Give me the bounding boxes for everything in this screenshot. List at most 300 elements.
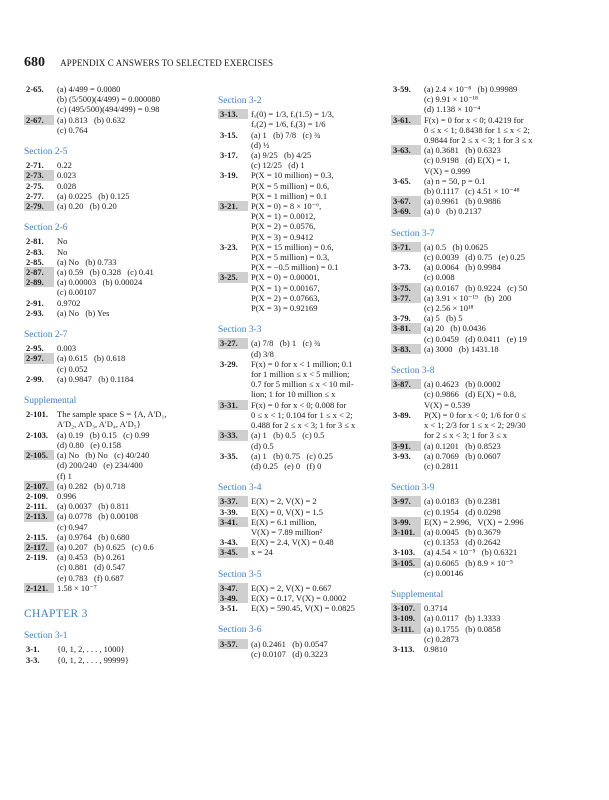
answer-line: (a) 0.813 (b) 0.632	[57, 114, 126, 125]
answer-entry	[391, 84, 581, 115]
answer-text	[421, 344, 581, 354]
answer-line: (a) 3000 (b) 1431.18	[424, 343, 499, 354]
answer-line: P(X = 1) = 0.00167,	[251, 282, 320, 293]
exercise-number: 3-93.	[393, 450, 411, 461]
answer-entry	[218, 517, 388, 537]
answer-line: 0.22	[57, 160, 72, 171]
answer-text	[248, 400, 388, 431]
section-heading: Section 3-1	[24, 631, 68, 642]
answer-entry	[24, 277, 209, 297]
answer-line: (a) 0.0778 (b) 0.00108	[57, 511, 138, 522]
section-heading: Section 2-6	[24, 223, 68, 234]
answer-text	[421, 547, 581, 557]
answer-entry	[391, 603, 581, 613]
exercise-number: 2-113.	[24, 511, 54, 521]
answer-line: (d) 0.80 (e) 0.158	[57, 439, 121, 450]
answer-entry	[24, 308, 209, 318]
exercise-number: 2-115.	[26, 531, 48, 542]
exercise-number: 3-1.	[26, 644, 40, 655]
answer-line: (d) 0.25 (e) 0 (f) 0	[251, 460, 322, 471]
answer-entry	[391, 196, 581, 206]
answer-entry	[24, 298, 209, 308]
answer-line: (a) No (b) No (c) 40/240	[57, 450, 150, 461]
exercise-number: 3-63.	[391, 145, 421, 155]
answer-entry	[24, 644, 209, 654]
answer-entry	[24, 409, 209, 429]
answer-text	[248, 517, 388, 537]
answer-text	[54, 532, 209, 542]
answer-entry	[218, 583, 388, 593]
answer-text	[421, 496, 581, 516]
exercise-number: 3-45.	[218, 547, 248, 557]
answer-line: P(X = 0) = 8 × 10⁻⁶,	[251, 201, 322, 212]
answer-line: (a) 0.19 (b) 0.15 (c) 0.99	[57, 429, 150, 440]
answer-entry	[218, 338, 388, 358]
answer-line: (c) 0.0107 (d) 0.3223	[251, 648, 328, 659]
answer-line: (c) (495/500)(494/499) = 0.98	[57, 104, 160, 115]
answer-text	[54, 84, 209, 115]
exercise-number: 3-79.	[393, 313, 411, 324]
exercise-number: 2-99.	[26, 373, 44, 384]
answer-line: E(X) = 2, V(X) = 0.667	[251, 582, 332, 593]
answer-entry	[24, 343, 209, 353]
exercise-number: 3-31.	[218, 400, 248, 410]
answer-text	[248, 150, 388, 170]
answer-text	[421, 379, 581, 410]
answer-text	[248, 639, 388, 659]
exercise-number: 3-111.	[391, 624, 421, 634]
answer-text	[248, 170, 388, 201]
answer-line: {0, 1, 2, . . . , 1000}	[57, 644, 125, 655]
answer-line: 0.9702	[57, 297, 81, 308]
exercise-number: 3-73.	[393, 262, 411, 273]
answer-line: (c) 0.00107	[57, 287, 97, 298]
answer-entry	[24, 201, 209, 211]
answer-line: (c) 0.881 (d) 0.547	[57, 562, 126, 573]
exercise-number: 3-37.	[218, 496, 248, 506]
exercise-number: 3-105.	[391, 558, 421, 568]
answer-text	[54, 655, 209, 665]
answer-line: (a) 0.5 (b) 0.0625	[424, 241, 488, 252]
answer-text	[248, 130, 388, 150]
answer-line: V(X) = 0.539	[424, 399, 471, 410]
section-heading: Section 3-7	[391, 228, 435, 239]
answer-line: (a) 0.6065 (b) 8.9 × 10⁻⁵	[424, 557, 513, 568]
page-number: 680	[24, 55, 45, 70]
answer-line: (a) n = 50, p = 0.1	[424, 175, 486, 186]
exercise-number: 2-105.	[24, 450, 54, 460]
answer-line: P(X = 3) = 0.92169	[251, 303, 318, 314]
answer-text	[248, 451, 388, 471]
answer-line: E(X) = 0, V(X) = 1.5	[251, 506, 323, 517]
answer-entry	[391, 242, 581, 262]
answer-line: No	[57, 246, 68, 257]
answer-line: P(X) = 0 for x < 0; 1/6 for 0 ≤	[424, 409, 527, 420]
answer-entry	[391, 176, 581, 196]
answer-entry	[391, 344, 581, 354]
answer-entry	[24, 267, 209, 277]
answer-entry	[218, 400, 388, 431]
answer-line: (a) 20 (b) 0.0436	[424, 323, 486, 334]
answer-line: No	[57, 236, 68, 247]
answer-line: (a) 9/25 (b) 4/25	[251, 150, 312, 161]
running-title: APPENDIX C ANSWERS TO SELECTED EXERCISES	[60, 58, 274, 68]
answer-entry	[24, 160, 209, 170]
exercise-number: 2-107.	[24, 481, 54, 491]
answer-text	[54, 181, 209, 191]
answer-text	[54, 552, 209, 583]
exercise-number: 3-61.	[391, 115, 421, 125]
answer-line: P(X = 15 million) = 0.6,	[251, 241, 334, 252]
answer-text	[421, 517, 581, 527]
answer-text	[54, 115, 209, 135]
answer-entry	[24, 542, 209, 552]
answer-entry	[24, 511, 209, 531]
answer-text	[248, 537, 388, 547]
exercise-number: 2-89.	[24, 277, 54, 287]
answer-line: for 2 ≤ x < 3; 1 for 3 ≤ x	[424, 430, 508, 441]
answer-line: P(X = 3) = 0.9412	[251, 231, 314, 242]
answer-entry	[24, 501, 209, 511]
answer-text	[54, 501, 209, 511]
answer-line: 0.488 for 2 ≤ x < 3; 1 for 3 ≤ x	[251, 420, 356, 431]
exercise-number: 3-21.	[218, 201, 248, 211]
answer-text	[248, 583, 388, 593]
exercise-number: 3-59.	[393, 84, 411, 94]
exercise-number: 2-109.	[26, 490, 48, 501]
answer-text	[421, 558, 581, 578]
answer-line: (a) 0.2461 (b) 0.0547	[251, 638, 328, 649]
answer-text	[54, 511, 209, 531]
answer-entry	[391, 283, 581, 293]
exercise-number: 3-97.	[391, 496, 421, 506]
answer-entry	[391, 206, 581, 216]
answer-entry	[218, 430, 388, 450]
answer-text	[421, 410, 581, 441]
answer-entry	[218, 272, 388, 313]
answer-line: (c) 0.9866 (d) E(X) = 0.8,	[424, 389, 517, 400]
answer-line: 0.996	[57, 490, 77, 501]
answer-line: 0 ≤ x < 1; 0.8438 for 1 ≤ x < 2;	[424, 124, 530, 135]
exercise-number: 3-13.	[218, 109, 248, 119]
answer-line: (a) 0.20 (b) 0.20	[57, 201, 117, 212]
exercise-number: 3-47.	[218, 583, 248, 593]
answer-line: (a) 0.207 (b) 0.625 (c) 0.6	[57, 541, 154, 552]
exercise-number: 3-83.	[391, 344, 421, 354]
answer-text	[248, 593, 388, 603]
answer-line: (a) 0.4623 (b) 0.0002	[424, 379, 501, 390]
answer-text	[54, 277, 209, 297]
answer-text	[421, 196, 581, 206]
answer-line: (a) 4/499 = 0.0080	[57, 84, 121, 94]
exercise-number: 3-35.	[220, 450, 238, 461]
answer-column-1	[24, 84, 209, 665]
answer-entry	[24, 430, 209, 450]
answer-entry	[24, 247, 209, 257]
answer-line: 0.9844 for 2 ≤ x < 3; 1 for 3 ≤ x	[424, 135, 533, 146]
answer-text	[54, 267, 209, 277]
answer-entry	[24, 655, 209, 665]
exercise-number: 3-101.	[391, 527, 421, 537]
exercise-number: 3-27.	[218, 338, 248, 348]
page-header	[24, 55, 273, 71]
answer-entry	[391, 115, 581, 146]
answer-entry	[24, 115, 209, 135]
answer-line: (d) 3/8	[251, 348, 274, 359]
exercise-number: 3-25.	[218, 272, 248, 282]
answer-text	[54, 481, 209, 491]
answer-line: (a) 4.54 × 10⁻⁵ (b) 0.6321	[424, 547, 518, 558]
answer-line: (a) 3.91 × 10⁻¹⁹ (b) 200	[424, 292, 512, 303]
exercise-number: 2-77.	[26, 190, 44, 201]
answer-line: (a) No (b) Yes	[57, 307, 110, 318]
answer-line: (d) ½	[251, 139, 270, 150]
exercise-number: 2-103.	[26, 429, 48, 440]
answer-line: E(X) = 590.45, V(X) = 0.0825	[251, 603, 355, 614]
exercise-number: 3-41.	[218, 517, 248, 527]
section-heading: Section 2-5	[24, 147, 68, 158]
answer-line: (a) No (b) 0.733	[57, 256, 117, 267]
answer-text	[54, 247, 209, 257]
answer-line: P(X = −0.5 million) = 0.1	[251, 262, 339, 273]
exercise-number: 2-93.	[26, 307, 44, 318]
exercise-number: 3-113.	[393, 643, 415, 654]
answer-line: P(X = 2) = 0.0576,	[251, 221, 316, 232]
answer-line: (f) 1	[57, 470, 72, 481]
answer-text	[421, 527, 581, 547]
exercise-number: 3-3.	[26, 654, 40, 665]
answer-line: P(X = 5 million) = 0.6,	[251, 180, 330, 191]
answer-line: (d) 1.138 × 10⁻⁴	[424, 104, 481, 115]
exercise-number: 2-95.	[26, 343, 44, 354]
answer-line: (a) 0.00003 (b) 0.00024	[57, 277, 143, 288]
answer-entry	[391, 145, 581, 176]
answer-column-2	[218, 84, 388, 659]
exercise-number: 3-39.	[220, 506, 238, 517]
answer-text	[421, 206, 581, 216]
answer-text	[421, 613, 581, 623]
answer-text	[54, 374, 209, 384]
exercise-number: 2-117.	[24, 542, 54, 552]
answer-line: {0, 1, 2, . . . , 99999}	[57, 654, 129, 665]
exercise-number: 3-69.	[391, 206, 421, 216]
exercise-number: 2-87.	[24, 267, 54, 277]
answer-entry	[24, 583, 209, 593]
answer-entry	[391, 613, 581, 623]
exercise-number: 3-23.	[220, 241, 238, 252]
answer-line: fₓ(0) = 1/3, fₓ(1.5) = 1/3,	[251, 109, 334, 120]
answer-line: (a) 0.0167 (b) 0.9224 (c) 50	[424, 282, 528, 293]
section-heading: Section 3-5	[218, 569, 262, 580]
answer-text	[54, 430, 209, 450]
answer-entry	[391, 441, 581, 451]
answer-text	[421, 84, 581, 115]
answer-entry	[24, 191, 209, 201]
answer-entry	[24, 450, 209, 481]
answer-line: (c) 0.052	[57, 363, 88, 374]
answer-line: (b) (5/500)(4/499) = 0.000080	[57, 94, 161, 105]
answer-line: P(X = 1) = 0.0012,	[251, 211, 316, 222]
answer-line: (c) 0.00146	[424, 567, 464, 578]
answer-line: (a) 0.0037 (b) 0.811	[57, 501, 130, 512]
answer-entry	[391, 644, 581, 654]
answer-line: (a) 0.59 (b) 0.328 (c) 0.41	[57, 267, 154, 278]
answer-text	[54, 257, 209, 267]
answer-entry	[218, 242, 388, 273]
answer-entry	[218, 537, 388, 547]
answer-text	[421, 145, 581, 176]
answer-line: (a) 0.0117 (b) 1.3333	[424, 613, 501, 624]
section-heading: Section 3-6	[218, 625, 262, 636]
exercise-number: 2-97.	[24, 353, 54, 363]
answer-line: (a) 0.282 (b) 0.718	[57, 480, 126, 491]
answer-line: 0.9810	[424, 643, 448, 654]
answer-entry	[218, 130, 388, 150]
answer-text	[421, 624, 581, 644]
answer-text	[54, 201, 209, 211]
exercise-number: 2-75.	[26, 180, 44, 191]
chapter-heading: CHAPTER 3	[24, 607, 88, 620]
exercise-number: 3-29.	[220, 358, 238, 369]
answer-entry	[218, 547, 388, 557]
answer-text	[54, 170, 209, 180]
answer-text	[421, 293, 581, 313]
answer-entry	[391, 624, 581, 644]
answer-entry	[24, 84, 209, 115]
answer-line: (c) 0.0039 (d) 0.75 (e) 0.25	[424, 252, 526, 263]
section-heading: Supplemental	[391, 589, 444, 600]
answer-line: (a) 5 (b) 5	[424, 313, 463, 324]
exercise-number: 2-79.	[24, 201, 54, 211]
answer-line: (a) 0.1755 (b) 0.0858	[424, 623, 501, 634]
answer-line: (c) 0.1954 (d) 0.0298	[424, 506, 501, 517]
answer-entry	[391, 496, 581, 516]
exercise-number: 3-107.	[391, 603, 421, 613]
answer-line: E(X) = 0.17, V(X) = 0.0002	[251, 592, 347, 603]
answer-line: P(X = 1 million) = 0.1	[251, 190, 328, 201]
exercise-number: 3-99.	[391, 517, 421, 527]
answer-text	[54, 491, 209, 501]
answer-line: F(x) = 0 for x < 0; 0.008 for	[251, 399, 347, 410]
answer-entry	[24, 481, 209, 491]
answer-line: A′D₂, A′D₃, A′D₄, A′D₅}	[57, 419, 141, 430]
answer-entry	[24, 491, 209, 501]
section-heading: Supplemental	[24, 396, 77, 407]
answer-line: (a) 0.0045 (b) 0.3679	[424, 526, 501, 537]
exercise-number: 3-65.	[393, 175, 411, 186]
exercise-number: 3-109.	[391, 613, 421, 623]
answer-text	[421, 283, 581, 293]
answer-line: (c) 2.56 × 10¹⁸	[424, 303, 474, 314]
answer-line: lion; 1 for 10 million ≤ x	[251, 389, 336, 400]
exercise-number: 3-75.	[391, 283, 421, 293]
answer-line: (e) 0.783 (f) 0.687	[57, 572, 124, 583]
answer-entry	[24, 552, 209, 583]
answer-line: x = 24	[251, 547, 273, 558]
answer-entry	[218, 603, 388, 613]
answer-line: (a) 1 (b) 0.5 (c) 0.5	[251, 430, 325, 441]
answer-line: P(X = 5 million) = 0.3,	[251, 252, 330, 263]
answer-line: P(X = 10 million) = 0.3,	[251, 170, 334, 181]
answer-line: 0.023	[57, 170, 77, 181]
exercise-number: 2-91.	[26, 297, 44, 308]
answer-line: (c) 12/25 (d) 1	[251, 160, 305, 171]
answer-line: E(X) = 2.996, V(X) = 2.996	[424, 516, 524, 527]
exercise-number: 3-15.	[220, 129, 238, 140]
answer-line: fₓ(2) = 1/6, fₓ(3) = 1/6	[251, 119, 326, 130]
answer-line: (c) 0.947	[57, 521, 88, 532]
answer-line: (a) 0.3681 (b) 0.6323	[424, 145, 501, 156]
exercise-number: 3-103.	[393, 547, 415, 558]
answer-text	[248, 338, 388, 358]
exercise-number: 2-67.	[24, 115, 54, 125]
answer-line: E(X) = 6.1 million,	[251, 516, 317, 527]
answer-line: x < 1; 2/3 for 1 ≤ x < 2; 29/30	[424, 420, 526, 431]
exercise-number: 2-119.	[26, 552, 48, 563]
answer-text	[248, 359, 388, 400]
exercise-number: 3-33.	[218, 430, 248, 440]
exercise-number: 2-111.	[26, 501, 48, 512]
answer-entry	[24, 236, 209, 246]
exercise-number: 3-49.	[218, 593, 248, 603]
answer-text	[421, 603, 581, 613]
answer-line: (a) 7/8 (b) 1 (c) ¾	[251, 338, 321, 349]
answer-entry	[218, 170, 388, 201]
answer-entry	[218, 639, 388, 659]
answer-line: F(x) = 0 for x < 1 million; 0.1	[251, 358, 353, 369]
exercise-number: 2-81.	[26, 236, 44, 247]
answer-entry	[391, 313, 581, 323]
answer-entry	[218, 507, 388, 517]
exercise-number: 3-57.	[218, 639, 248, 649]
answer-entry	[391, 410, 581, 441]
answer-line: (a) 0.0225 (b) 0.125	[57, 190, 130, 201]
answer-line: (a) 0.7069 (b) 0.0607	[424, 450, 501, 461]
exercise-number: 2-85.	[26, 256, 44, 267]
section-heading: Section 3-2	[218, 96, 262, 106]
section-heading: Section 3-9	[391, 483, 435, 494]
section-heading: Section 3-8	[391, 366, 435, 377]
answer-text	[421, 262, 581, 282]
answer-line: V(X) = 7.89 million²	[251, 526, 323, 537]
section-heading: Section 3-4	[218, 483, 262, 494]
answer-line: (a) 0.9764 (b) 0.680	[57, 531, 130, 542]
answer-text	[421, 176, 581, 196]
exercise-number: 3-91.	[391, 441, 421, 451]
exercise-number: 2-65.	[26, 84, 44, 94]
answer-entry	[391, 517, 581, 527]
answer-line: P(X = 2) = 0.07663,	[251, 292, 320, 303]
answer-line: for 1 million ≤ x < 5 million;	[251, 369, 350, 380]
answer-line: (d) 0.5	[251, 440, 274, 451]
exercise-number: 3-51.	[220, 603, 238, 614]
answer-text	[421, 451, 581, 471]
answer-entry	[24, 353, 209, 373]
answer-text	[248, 507, 388, 517]
answer-line: (c) 0.1353 (d) 0.2642	[424, 537, 501, 548]
answer-entry	[218, 150, 388, 170]
answer-line: (a) 0.0064 (b) 0.9984	[424, 262, 501, 273]
answer-text	[54, 450, 209, 481]
exercise-number: 2-73.	[24, 170, 54, 180]
answer-text	[248, 242, 388, 273]
answer-text	[248, 430, 388, 450]
answer-entry	[391, 323, 581, 343]
section-heading: Section 3-3	[218, 325, 262, 336]
exercise-number: 2-83.	[26, 246, 44, 257]
exercise-number: 3-71.	[391, 242, 421, 252]
answer-line: (c) 0.008	[424, 272, 455, 283]
